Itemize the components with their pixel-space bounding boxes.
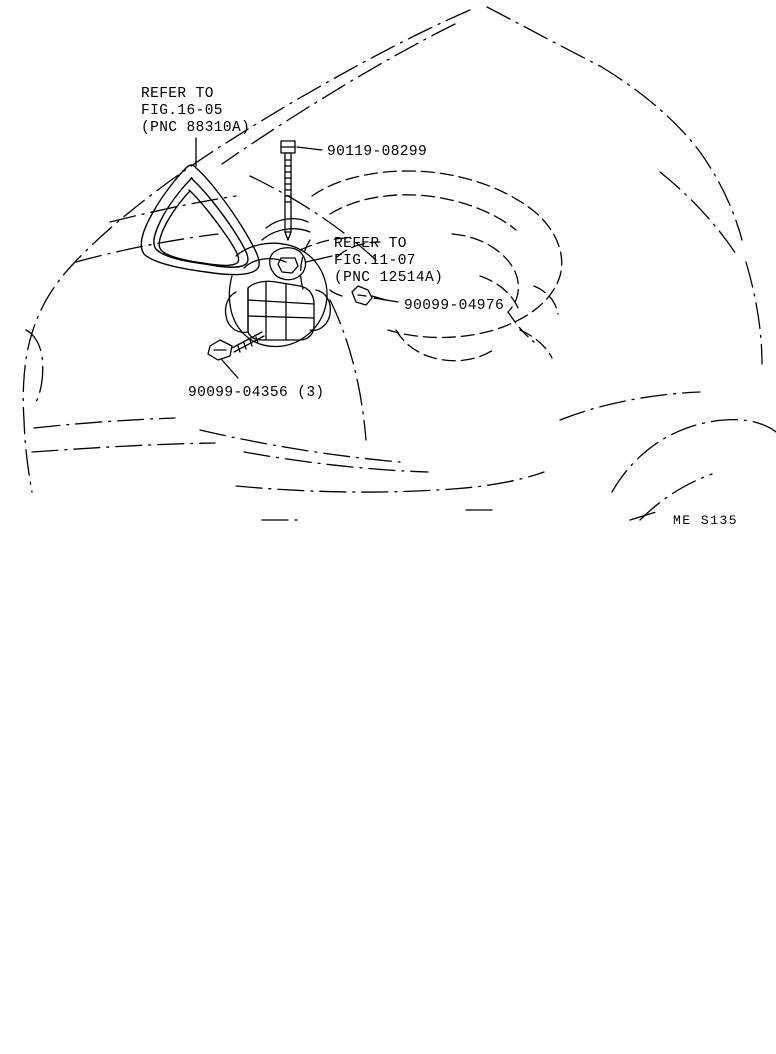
callout-line-1: 90099-04356 (3) [188,385,325,401]
callout-line-3: (PNC 12514A) [334,270,444,286]
callout-line-2: FIG.11-07 [334,253,416,269]
alternator-body [225,219,330,347]
bolt-90119-08299 [281,141,295,240]
bolt-90099-04976 [330,286,386,305]
callout-refer-fig-16-05 [141,86,250,137]
diagram-code: ME S135 [673,513,739,528]
callout-line-1: REFER TO [141,86,214,102]
callout-part-90099-04356 [188,385,325,402]
callout-line-3: (PNC 88310A) [141,120,251,136]
callout-part-90099-04976 [404,298,504,315]
callout-line-2: FIG.16-05 [141,103,223,119]
callout-line-1: REFER TO [334,236,407,252]
callout-line-1: 90099-04976 [404,298,505,314]
callout-line-1: 90119-08299 [327,144,428,160]
callout-refer-fig-11-07 [334,236,443,287]
drive-belt [141,165,259,275]
callout-part-90119-08299 [327,144,427,161]
bolt-90099-04356 [208,332,264,360]
